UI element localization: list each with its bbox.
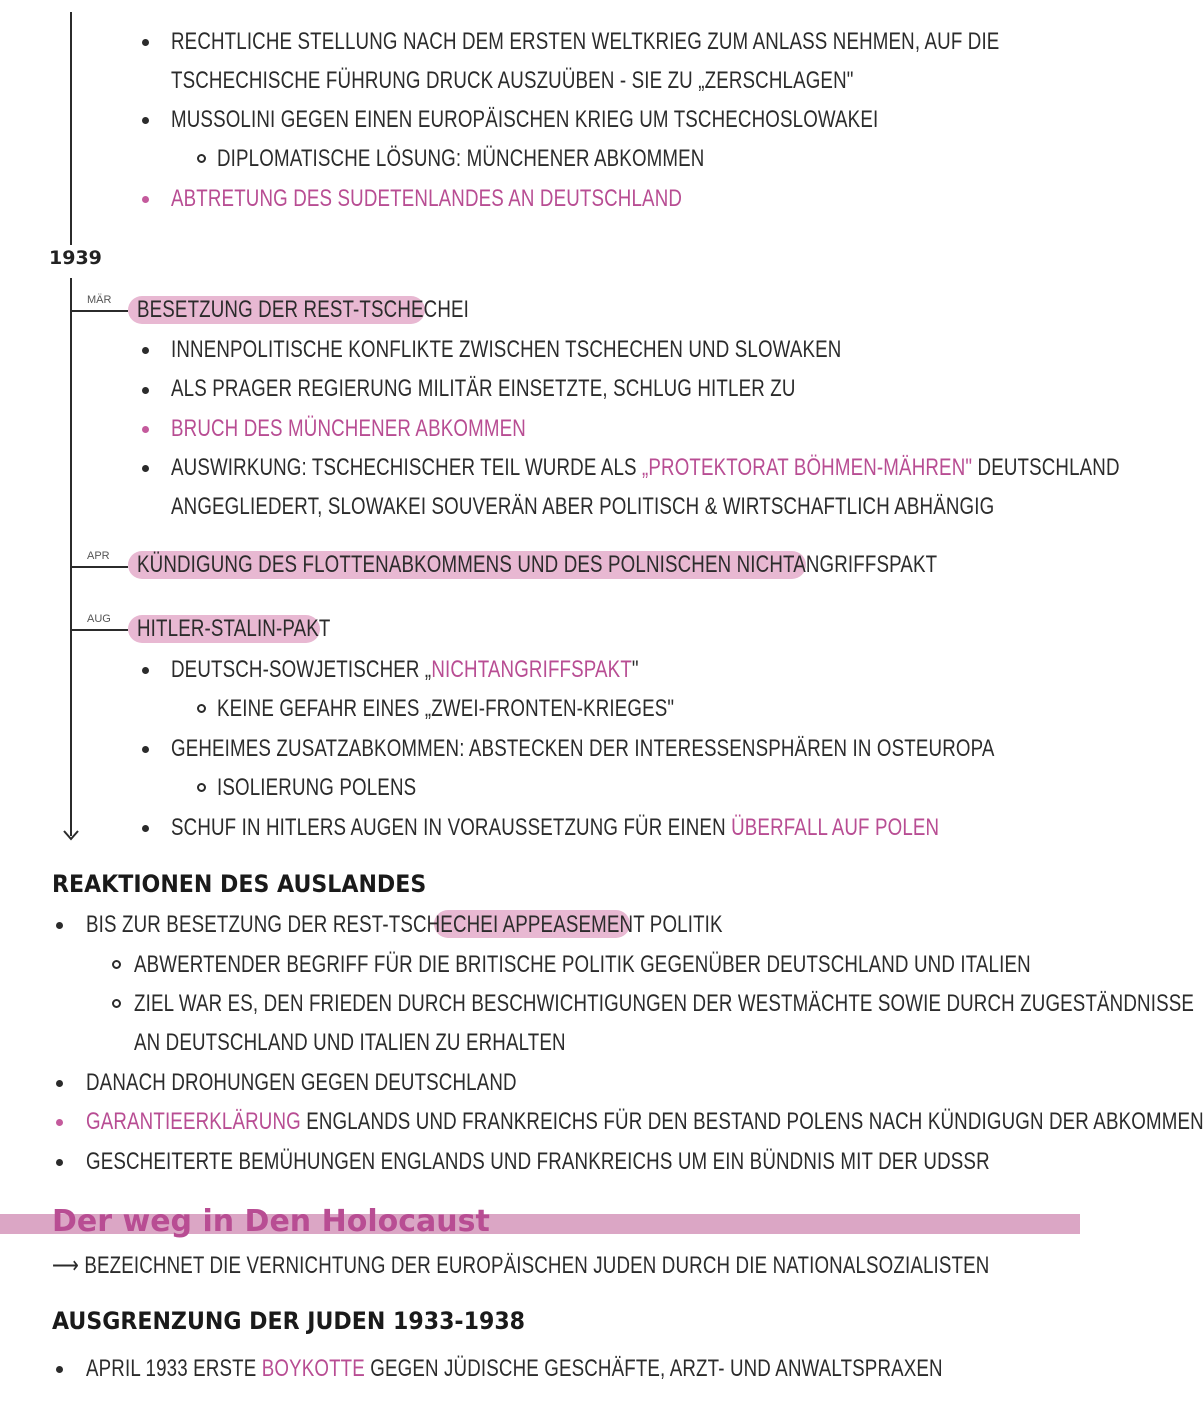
text-line: ABWERTENDER BEGRIFF FÜR DIE BRITISCHE POLITIK GEGENÜBER DEUTSCHLAND UND ITALIEN — [134, 951, 1031, 978]
page-section-title: Der weg in Den Holocaust — [52, 1204, 490, 1239]
month-label: APR — [87, 550, 110, 562]
timeline-tick — [72, 566, 128, 568]
text-line: BRUCH DES MÜNCHENER ABKOMMEN — [171, 415, 526, 442]
section-heading: AUSGRENZUNG DER JUDEN 1933-1938 — [52, 1307, 526, 1335]
text-line: TSCHECHISCHE FÜHRUNG DRUCK AUSZUÜBEN - SIE ZU „ZERSCHLAGEN" — [171, 67, 854, 94]
timeline-line — [70, 12, 72, 245]
text-line — [86, 1354, 943, 1384]
timeline-tick — [72, 310, 128, 312]
text-segment: SCHUF IN HITLERS AUGEN IN VORAUSSETZUNG FÜR EINEN — [171, 814, 732, 841]
text-line — [171, 813, 939, 843]
bullet-dot — [56, 1080, 63, 1087]
bullet-dot — [56, 1119, 63, 1126]
text-line — [86, 1107, 1204, 1137]
definition-line — [52, 1251, 989, 1281]
text-line: GESCHEITERTE BEMÜHUNGEN ENGLANDS UND FRANKREICHS UM EIN BÜNDNIS MIT DER UDSSR — [86, 1148, 990, 1175]
arrow-icon: ⟶ — [52, 1252, 79, 1279]
text-line — [171, 655, 639, 685]
text-segment-highlight: APPEASEMENT POLITIK — [502, 911, 723, 938]
bullet-dot — [142, 465, 149, 472]
sub-bullet-circle — [197, 704, 206, 713]
text-segment-pink: NICHTANGRIFFSPAKT — [431, 656, 632, 683]
sub-bullet-circle — [112, 999, 121, 1008]
text-line: GEHEIMES ZUSATZABKOMMEN: ABSTECKEN DER INTERESSENSPHÄREN IN OSTEUROPA — [171, 735, 995, 762]
section-heading: REAKTIONEN DES AUSLANDES — [52, 870, 427, 898]
bullet-dot — [142, 117, 149, 124]
bullet-dot — [56, 1159, 63, 1166]
sub-bullet-circle — [197, 783, 206, 792]
bullet-dot — [142, 347, 149, 354]
text-segment: DEUTSCH-SOWJETISCHER „ — [171, 656, 432, 683]
timeline-arrow-icon — [62, 828, 80, 842]
text-segment: GEGEN JÜDISCHE GESCHÄFTE, ARZT- UND ANWALTSPRAXEN — [364, 1355, 943, 1382]
timeline-year: 1939 — [49, 247, 102, 269]
text-line: AN DEUTSCHLAND UND ITALIEN ZU ERHALTEN — [134, 1029, 566, 1056]
sub-bullet-circle — [112, 960, 121, 969]
section-title: KÜNDIGUNG DES FLOTTENABKOMMENS UND DES POLNISCHEN NICHTANGRIFFSPAKT — [137, 551, 938, 578]
text-line — [171, 453, 1120, 483]
text-line: DIPLOMATISCHE LÖSUNG: MÜNCHENER ABKOMMEN — [217, 145, 705, 172]
sub-bullet-circle — [197, 154, 206, 163]
text-line: DANACH DROHUNGEN GEGEN DEUTSCHLAND — [86, 1069, 517, 1096]
bullet-dot — [142, 387, 149, 394]
text-line: RECHTLICHE STELLUNG NACH DEM ERSTEN WELTKRIEG ZUM ANLASS NEHMEN, AUF DIE — [171, 28, 1000, 55]
bullet-dot — [142, 667, 149, 674]
text-segment-pink: GARANTIEERKLÄRUNG — [86, 1108, 301, 1135]
text-line: MUSSOLINI GEGEN EINEN EUROPÄISCHEN KRIEG UM TSCHECHOSLOWAKEI — [171, 106, 879, 133]
bullet-dot — [142, 426, 149, 433]
bullet-dot — [142, 746, 149, 753]
section-title: BESETZUNG DER REST-TSCHECHEI — [137, 296, 470, 323]
text-line: ABTRETUNG DES SUDETENLANDES AN DEUTSCHLAND — [171, 185, 683, 212]
text-line: ALS PRAGER REGIERUNG MILITÄR EINSETZTE, SCHLUG HITLER ZU — [171, 375, 796, 402]
text-segment: DEUTSCHLAND — [972, 454, 1120, 481]
text-segment-pink: BOYKOTTE — [261, 1355, 365, 1382]
text-segment: BEZEICHNET DIE VERNICHTUNG DER EUROPÄISCHEN JUDEN DURCH DIE NATIONALSOZIALISTEN — [84, 1252, 990, 1279]
text-line: INNENPOLITISCHE KONFLIKTE ZWISCHEN TSCHECHEN UND SLOWAKEN — [171, 336, 842, 363]
month-label: MÄR — [87, 294, 112, 306]
text-segment-pink: „PROTEKTORAT BÖHMEN-MÄHREN" — [642, 454, 973, 481]
text-line: ZIEL WAR ES, DEN FRIEDEN DURCH BESCHWICHTIGUNGEN DER WESTMÄCHTE SOWIE DURCH ZUGESTÄNDNISSE — [134, 990, 1194, 1017]
bullet-dot — [56, 1366, 63, 1373]
text-segment: BIS ZUR BESETZUNG DER REST-TSCHECHEI — [86, 911, 503, 938]
text-line: ANGEGLIEDERT, SLOWAKEI SOUVERÄN ABER POLITISCH & WIRTSCHAFTLICH ABHÄNGIG — [171, 493, 995, 520]
bullet-dot — [142, 825, 149, 832]
bullet-dot — [56, 922, 63, 929]
month-label: AUG — [87, 613, 111, 625]
timeline-tick — [72, 629, 128, 631]
text-line — [86, 910, 723, 940]
text-segment: " — [631, 656, 639, 683]
section-title: HITLER-STALIN-PAKT — [137, 615, 331, 642]
bullet-dot — [142, 39, 149, 46]
text-segment: AUSWIRKUNG: TSCHECHISCHER TEIL WURDE ALS — [171, 454, 643, 481]
text-segment-pink: ÜBERFALL AUF POLEN — [731, 814, 940, 841]
text-segment: ENGLANDS UND FRANKREICHS FÜR DEN BESTAND POLENS NACH KÜNDIGUGN DER ABKOMMEN — [300, 1108, 1204, 1135]
text-segment: APRIL 1933 ERSTE — [86, 1355, 262, 1382]
timeline-line — [70, 278, 72, 836]
text-line: ISOLIERUNG POLENS — [217, 774, 417, 801]
text-line: KEINE GEFAHR EINES „ZWEI-FRONTEN-KRIEGES" — [217, 695, 675, 722]
bullet-dot — [142, 196, 149, 203]
